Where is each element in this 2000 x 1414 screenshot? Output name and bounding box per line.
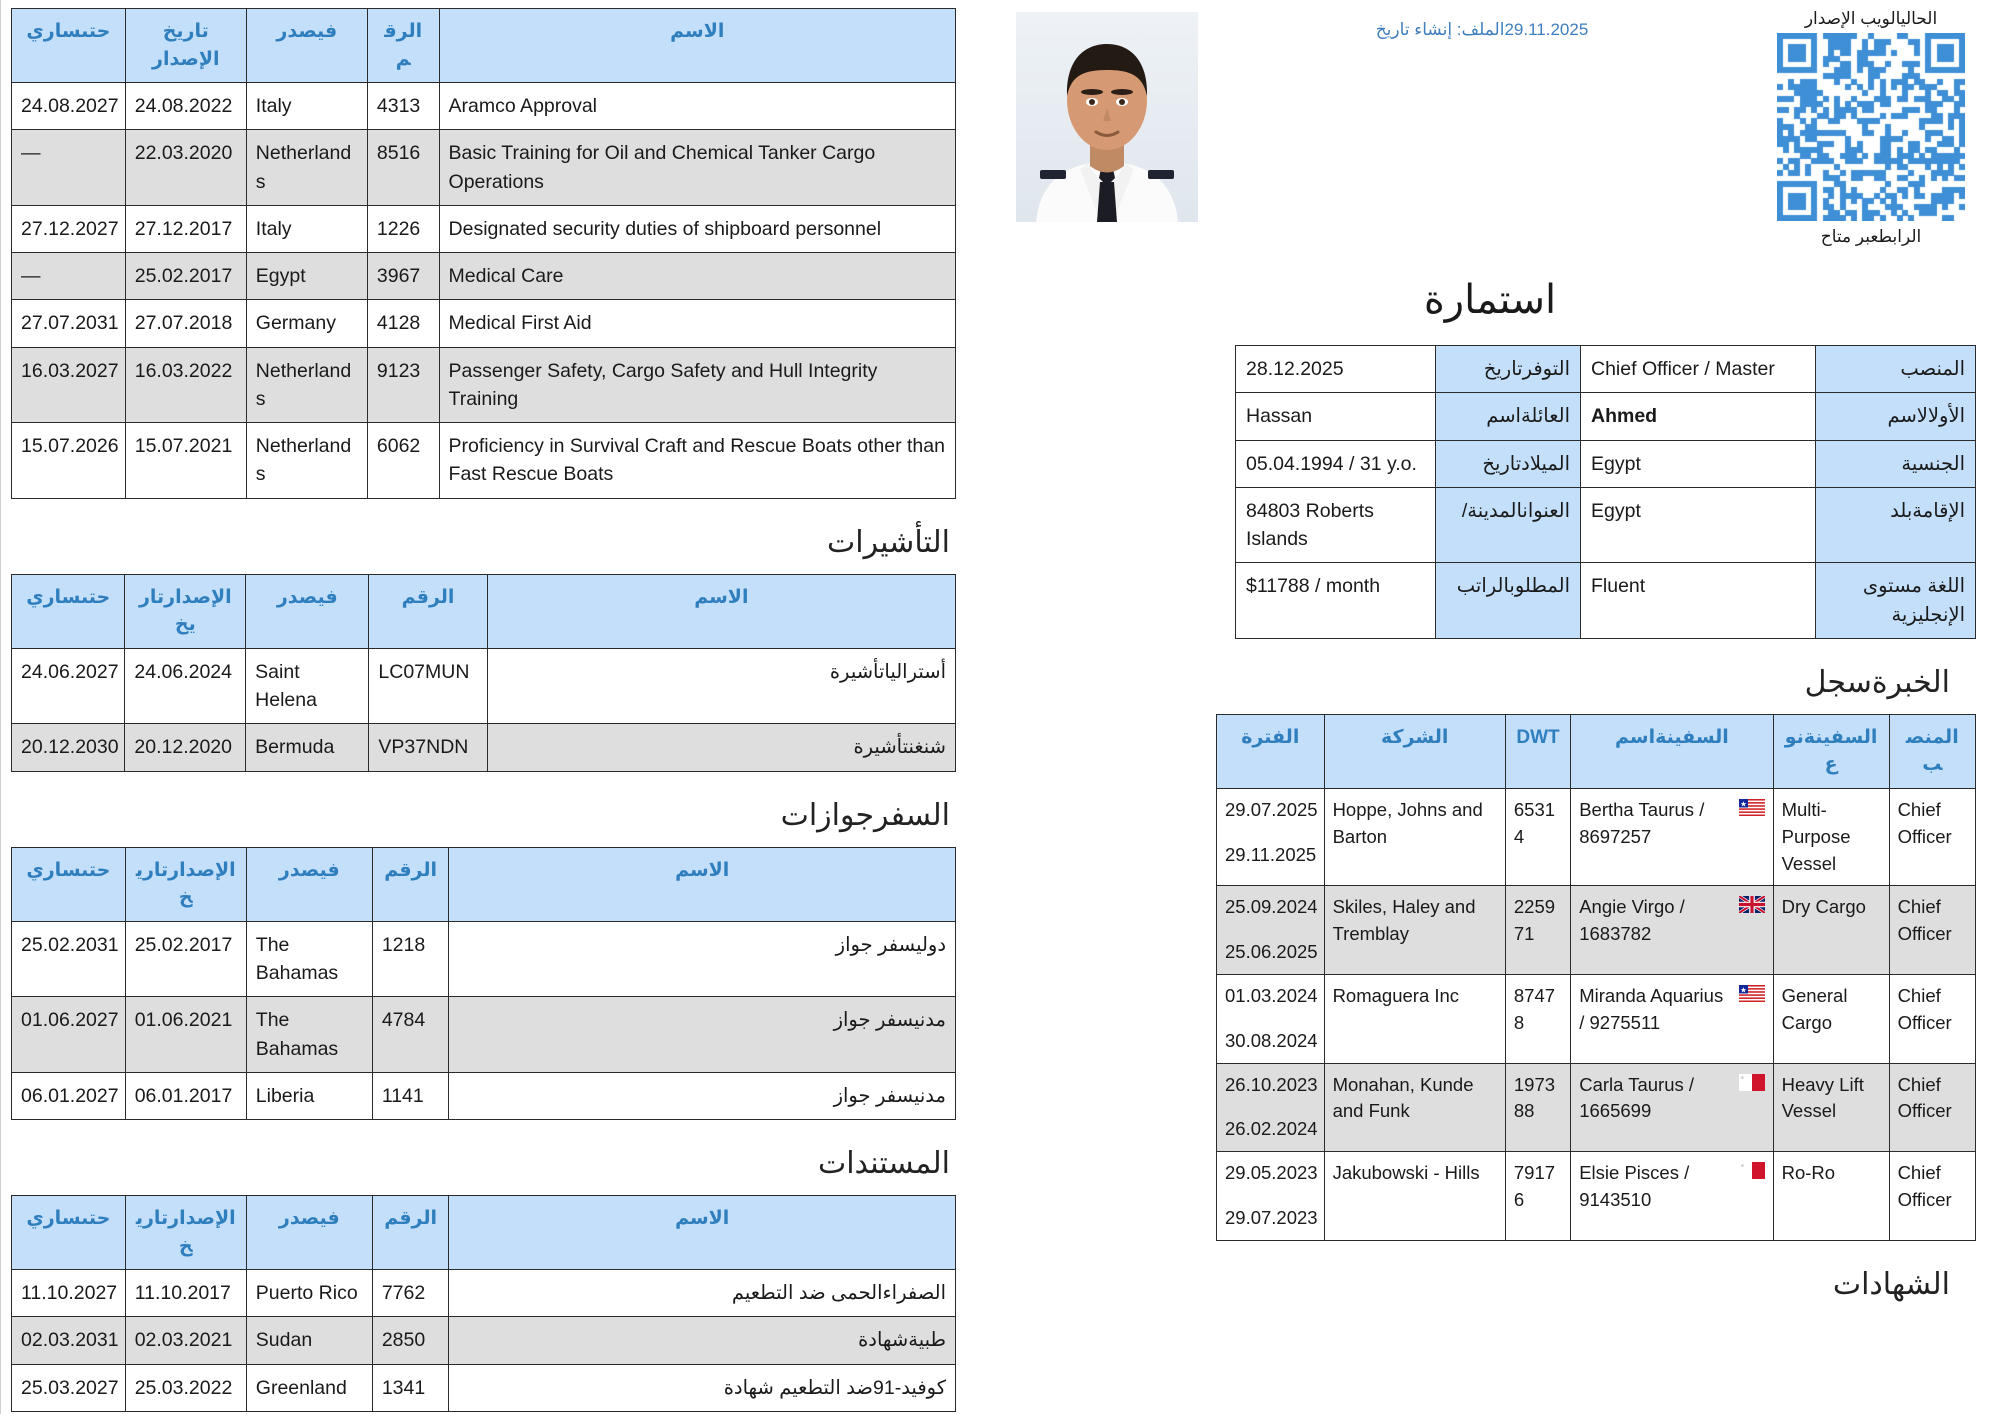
- column-header: السفينةنوع: [1773, 714, 1889, 788]
- exp-dwt: 87478: [1505, 975, 1570, 1064]
- column-header: الاسم: [449, 1196, 956, 1270]
- exp-rank: Chief Officer: [1889, 788, 1975, 885]
- info-label: الإقامةبلد: [1816, 487, 1976, 563]
- doc-issue-date: 27.07.2018: [125, 300, 246, 347]
- column-header: الشركة: [1324, 714, 1505, 788]
- doc-number: LC07MUN: [369, 648, 487, 724]
- left-column: [980, 0, 2000, 1414]
- info-label: الأولالاسم: [1816, 393, 1976, 440]
- doc-name: Passenger Safety, Cargo Safety and Hull Integrity Training: [439, 347, 955, 423]
- exp-dwt: 225971: [1505, 886, 1570, 975]
- exp-period: 29.07.2025 29.11.2025: [1217, 788, 1325, 885]
- exp-vessel-type: Multi-Purpose Vessel: [1773, 788, 1889, 885]
- exp-vessel-type: Dry Cargo: [1773, 886, 1889, 975]
- table-row: [12, 300, 956, 347]
- doc-name: Aramco Approval: [439, 83, 955, 130]
- table-row: [12, 1364, 956, 1411]
- doc-valid-until: 24.06.2027: [12, 648, 125, 724]
- column-header: الاسم: [439, 9, 955, 83]
- exp-vessel-type: General Cargo: [1773, 975, 1889, 1064]
- section-title-passports: السفرجوازات: [780, 798, 950, 832]
- doc-valid-until: 27.12.2027: [12, 205, 126, 252]
- column-header: الرقم: [367, 9, 439, 83]
- doc-number: 7762: [372, 1270, 449, 1317]
- section-title-documents: المستندات: [817, 1147, 950, 1181]
- doc-valid-until: 20.12.2030: [12, 724, 125, 771]
- doc-name: Basic Training for Oil and Chemical Tanker Cargo Operations: [439, 130, 955, 206]
- exp-period: 29.05.2023 29.07.2023: [1217, 1152, 1325, 1241]
- doc-name: Medical Care: [439, 253, 955, 300]
- table-row: [12, 347, 956, 423]
- doc-issue-date: 01.06.2021: [125, 997, 246, 1073]
- doc-issued-in: Saint Helena: [246, 648, 369, 724]
- info-label: المنصب: [1816, 346, 1976, 393]
- malta-flag-icon: [1739, 1074, 1765, 1091]
- documents-table: [11, 1195, 956, 1412]
- column-header: تاريخ الإصدار: [125, 9, 246, 83]
- doc-name: مدنيسفر جواز: [449, 1072, 956, 1119]
- info-row: [1236, 563, 1976, 639]
- info-label: المطلوبالراتب: [1436, 563, 1581, 639]
- doc-issue-date: 27.12.2017: [125, 205, 246, 252]
- avatar: [1016, 12, 1198, 222]
- table-row: [12, 205, 956, 252]
- doc-name: دوليسفر جواز: [449, 921, 956, 997]
- table-row: [12, 253, 956, 300]
- doc-number: VP37NDN: [369, 724, 487, 771]
- exp-period: 26.10.2023 26.02.2024: [1217, 1063, 1325, 1152]
- info-label: العنوانالمدينة/: [1436, 487, 1581, 563]
- info-value: 28.12.2025: [1236, 346, 1436, 393]
- info-value: 84803 Roberts Islands: [1236, 487, 1436, 563]
- exp-dwt: 197388: [1505, 1063, 1570, 1152]
- exp-vessel-name: Elsie Pisces / 9143510: [1571, 1152, 1773, 1241]
- exp-company: Jakubowski - Hills: [1324, 1152, 1505, 1241]
- table-row: [1217, 1063, 1976, 1152]
- info-row: [1236, 440, 1976, 487]
- passports-table-header: [12, 847, 956, 921]
- table-row: [12, 1270, 956, 1317]
- doc-issue-date: 22.03.2020: [125, 130, 246, 206]
- table-row: [12, 921, 956, 997]
- qr-block: [1766, 8, 1976, 247]
- doc-name: Proficiency in Survival Craft and Rescue Boats other than Fast Rescue Boats: [439, 423, 955, 499]
- doc-issued-in: Greenland: [246, 1364, 372, 1411]
- doc-issued-in: Germany: [246, 300, 367, 347]
- doc-valid-until: 15.07.2026: [12, 423, 126, 499]
- table-row: [12, 130, 956, 206]
- doc-issue-date: 06.01.2017: [125, 1072, 246, 1119]
- doc-issue-date: 11.10.2017: [125, 1270, 246, 1317]
- doc-number: 6062: [367, 423, 439, 499]
- info-value: Hassan: [1236, 393, 1436, 440]
- doc-valid-until: 25.03.2027: [12, 1364, 126, 1411]
- doc-name: شنغنتأشيرة: [487, 724, 955, 771]
- column-header: فيصدر: [246, 847, 372, 921]
- table-row: [1217, 975, 1976, 1064]
- table-row: [12, 724, 956, 771]
- table-row: [1217, 886, 1976, 975]
- column-header: حتىساري: [12, 1196, 126, 1270]
- doc-valid-until: 06.01.2027: [12, 1072, 126, 1119]
- doc-issued-in: Puerto Rico: [246, 1270, 372, 1317]
- info-label: التوفرتاريخ: [1436, 346, 1581, 393]
- column-header: الاسم: [449, 847, 956, 921]
- doc-issued-in: Italy: [246, 205, 367, 252]
- file-created-date: 29.11.2025الملف: إنشاء تاريخ: [1375, 20, 1589, 39]
- exp-vessel-type: Ro-Ro: [1773, 1152, 1889, 1241]
- doc-issued-in: Netherlands: [246, 130, 367, 206]
- united-kingdom-flag-icon: [1739, 896, 1765, 913]
- visas-table-header: [12, 574, 956, 648]
- doc-issued-in: Egypt: [246, 253, 367, 300]
- column-header: الرقم: [372, 1196, 449, 1270]
- column-header: حتىساري: [12, 847, 126, 921]
- doc-issue-date: 25.03.2022: [125, 1364, 246, 1411]
- column-header: حتىساري: [12, 574, 125, 648]
- exp-vessel-name: Miranda Aquarius / 9275511: [1571, 975, 1773, 1064]
- doc-issued-in: Sudan: [246, 1317, 372, 1364]
- column-header: الاسم: [487, 574, 955, 648]
- qr-caption: الحاليالويب الإصدار: [1804, 9, 1938, 28]
- doc-issued-in: The Bahamas: [246, 921, 372, 997]
- doc-valid-until: —: [12, 130, 126, 206]
- doc-name: طبيةشهادة: [449, 1317, 956, 1364]
- exp-rank: Chief Officer: [1889, 1152, 1975, 1241]
- column-header: المنصب: [1889, 714, 1975, 788]
- doc-number: 9123: [367, 347, 439, 423]
- meta-block: [1198, 8, 1766, 40]
- exp-period: 25.09.2024 25.06.2025: [1217, 886, 1325, 975]
- experience-table-header: [1217, 714, 1976, 788]
- doc-number: 8516: [367, 130, 439, 206]
- doc-valid-until: —: [12, 253, 126, 300]
- certificates-table-header: [12, 9, 956, 83]
- table-row: [1217, 788, 1976, 885]
- doc-name: مدنيسفر جواز: [449, 997, 956, 1073]
- exp-dwt: 65314: [1505, 788, 1570, 885]
- doc-issue-date: 25.02.2017: [125, 253, 246, 300]
- doc-valid-until: 27.07.2031: [12, 300, 126, 347]
- doc-number: 4313: [367, 83, 439, 130]
- column-header: الفترة: [1217, 714, 1325, 788]
- exp-vessel-name: Bertha Taurus / 8697257: [1571, 788, 1773, 885]
- liberia-flag-icon: [1739, 799, 1765, 816]
- exp-rank: Chief Officer: [1889, 975, 1975, 1064]
- column-header: الرقم: [369, 574, 487, 648]
- doc-number: 1141: [372, 1072, 449, 1119]
- table-row: [12, 648, 956, 724]
- header-strip: [1004, 8, 1976, 273]
- table-row: [12, 1072, 956, 1119]
- doc-number: 1226: [367, 205, 439, 252]
- doc-issue-date: 16.03.2022: [125, 347, 246, 423]
- column-header: فيصدر: [246, 1196, 372, 1270]
- doc-number: 3967: [367, 253, 439, 300]
- doc-valid-until: 16.03.2027: [12, 347, 126, 423]
- doc-valid-until: 02.03.2031: [12, 1317, 126, 1364]
- exp-rank: Chief Officer: [1889, 886, 1975, 975]
- doc-issue-date: 15.07.2021: [125, 423, 246, 499]
- exp-company: Monahan, Kunde and Funk: [1324, 1063, 1505, 1152]
- doc-number: 1341: [372, 1364, 449, 1411]
- doc-issue-date: 25.02.2017: [125, 921, 246, 997]
- personal-info-table: [1235, 345, 1976, 639]
- doc-issued-in: The Bahamas: [246, 997, 372, 1073]
- info-value: Fluent: [1581, 563, 1816, 639]
- info-row: [1236, 487, 1976, 563]
- doc-valid-until: 25.02.2031: [12, 921, 126, 997]
- malta-flag-icon: [1739, 1162, 1765, 1179]
- info-label: الميلادتاريخ: [1436, 440, 1581, 487]
- info-value: Chief Officer / Master: [1581, 346, 1816, 393]
- exp-period: 01.03.2024 30.08.2024: [1217, 975, 1325, 1064]
- info-label: العائلةاسم: [1436, 393, 1581, 440]
- info-value: Egypt: [1581, 440, 1816, 487]
- doc-name: Designated security duties of shipboard personnel: [439, 205, 955, 252]
- qr-code-icon[interactable]: [1777, 33, 1965, 221]
- passports-table: [11, 847, 956, 1120]
- doc-name: أسترالياتأشيرة: [487, 648, 955, 724]
- column-header: الرقم: [372, 847, 449, 921]
- column-header: DWT: [1505, 714, 1570, 788]
- column-header: فيصدر: [246, 574, 369, 648]
- table-row: [12, 1317, 956, 1364]
- column-header: الإصدارتاريخ: [125, 847, 246, 921]
- column-header: الإصدارتاريخ: [125, 574, 246, 648]
- doc-number: 4784: [372, 997, 449, 1073]
- info-label: اللغة مستوى الإنجليزية: [1816, 563, 1976, 639]
- doc-issue-date: 24.06.2024: [125, 648, 246, 724]
- exp-company: Romaguera Inc: [1324, 975, 1505, 1064]
- doc-name: كوفيد-91ضد التطعيم شهادة: [449, 1364, 956, 1411]
- info-label: الجنسية: [1816, 440, 1976, 487]
- table-row: [12, 423, 956, 499]
- doc-valid-until: 24.08.2027: [12, 83, 126, 130]
- table-row: [12, 83, 956, 130]
- qr-sub-caption: الرابطعبر متاح: [1820, 227, 1922, 247]
- experience-table: [1216, 714, 1976, 1241]
- column-header: الإصدارتاريخ: [125, 1196, 246, 1270]
- certificates-table: [11, 8, 956, 499]
- exp-vessel-name: Angie Virgo / 1683782: [1571, 886, 1773, 975]
- doc-valid-until: 01.06.2027: [12, 997, 126, 1073]
- section-title-certificates: الشهادات: [1832, 1267, 1950, 1301]
- right-column: [0, 0, 980, 1414]
- doc-name: Medical First Aid: [439, 300, 955, 347]
- exp-vessel-name: Carla Taurus / 1665699: [1571, 1063, 1773, 1152]
- column-header: حتىساري: [12, 9, 126, 83]
- exp-rank: Chief Officer: [1889, 1063, 1975, 1152]
- doc-number: 4128: [367, 300, 439, 347]
- documents-table-header: [12, 1196, 956, 1270]
- section-title-visas: التأشيرات: [827, 525, 950, 559]
- table-row: [12, 997, 956, 1073]
- info-row: [1236, 393, 1976, 440]
- exp-company: Skiles, Haley and Tremblay: [1324, 886, 1505, 975]
- visas-table: [11, 574, 956, 772]
- doc-valid-until: 11.10.2027: [12, 1270, 126, 1317]
- doc-issue-date: 02.03.2021: [125, 1317, 246, 1364]
- section-title-experience: الخبرةسجل: [1804, 665, 1950, 699]
- exp-company: Hoppe, Johns and Barton: [1324, 788, 1505, 885]
- doc-name: الصفراءالحمى ضد التطعيم: [449, 1270, 956, 1317]
- column-header: السفينةاسم: [1571, 714, 1773, 788]
- doc-issue-date: 20.12.2020: [125, 724, 246, 771]
- doc-issued-in: Netherlands: [246, 347, 367, 423]
- column-header: فيصدر: [246, 9, 367, 83]
- exp-vessel-type: Heavy Lift Vessel: [1773, 1063, 1889, 1152]
- doc-issued-in: Netherlands: [246, 423, 367, 499]
- exp-dwt: 79176: [1505, 1152, 1570, 1241]
- info-value: Ahmed: [1581, 393, 1816, 440]
- liberia-flag-icon: [1739, 985, 1765, 1002]
- info-value: $11788 / month: [1236, 563, 1436, 639]
- doc-number: 2850: [372, 1317, 449, 1364]
- doc-issued-in: Italy: [246, 83, 367, 130]
- doc-issued-in: Liberia: [246, 1072, 372, 1119]
- doc-issue-date: 24.08.2022: [125, 83, 246, 130]
- doc-issued-in: Bermuda: [246, 724, 369, 771]
- info-row: [1236, 346, 1976, 393]
- doc-number: 1218: [372, 921, 449, 997]
- info-value: 05.04.1994 / 31 y.o.: [1236, 440, 1436, 487]
- info-value: Egypt: [1581, 487, 1816, 563]
- table-row: [1217, 1152, 1976, 1241]
- page-title: استمارة: [1423, 278, 1557, 322]
